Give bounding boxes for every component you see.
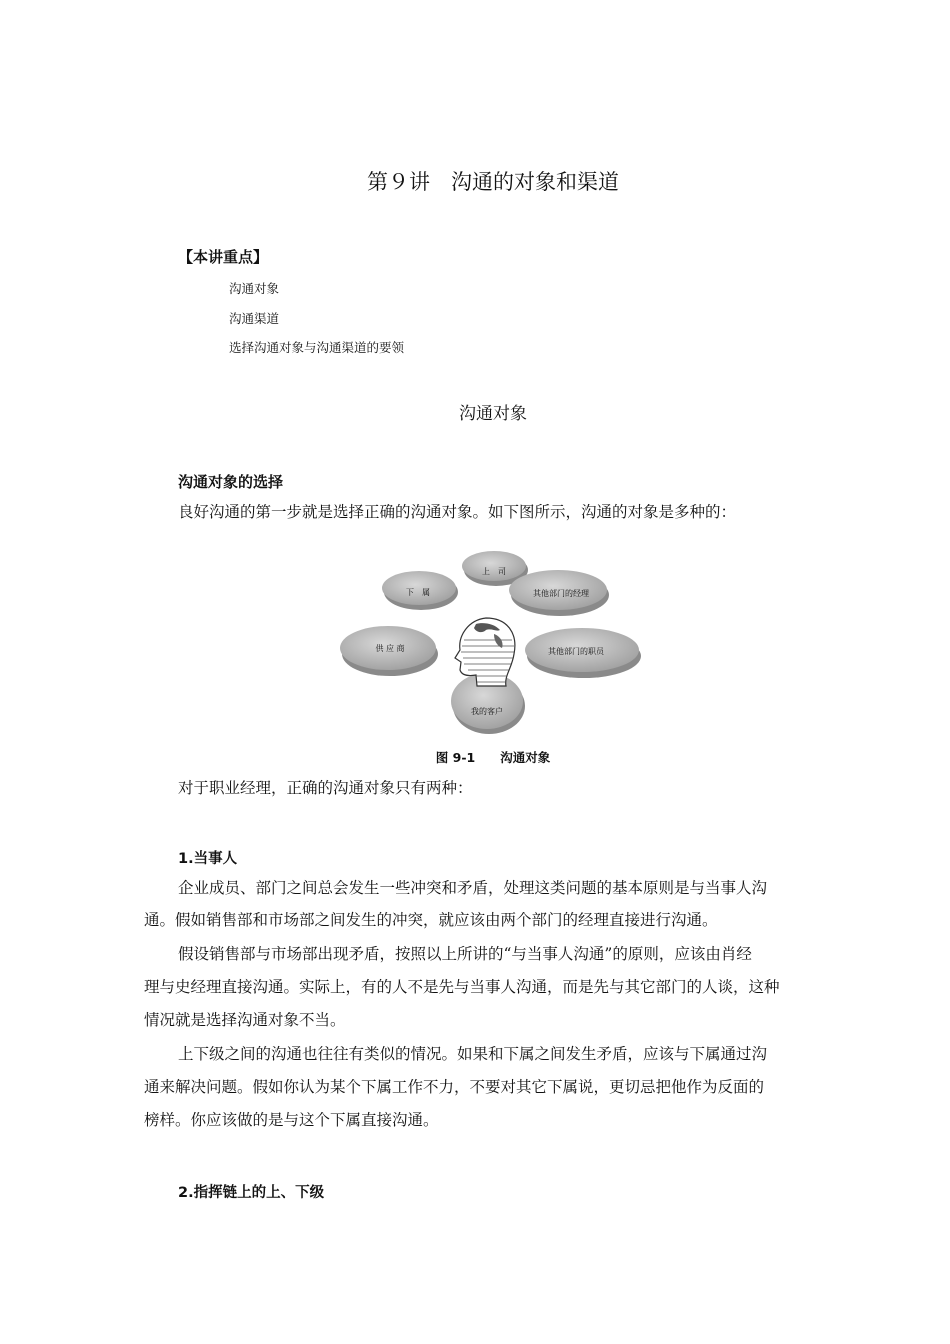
paragraph-line: 通。假如销售部和市场部之间发生的冲突，就应该由两个部门的经理直接进行沟通。 [144, 911, 718, 929]
paragraph-line: 情况就是选择沟通对象不当。 [144, 1011, 346, 1029]
bubble-subordinate [382, 571, 458, 610]
section-title: 沟通对象 [459, 404, 527, 424]
key-point-item: 沟通对象 [229, 281, 280, 296]
point-1-heading: 1.当事人 [178, 851, 238, 867]
label-other-staff: 其他部门的职员 [548, 647, 604, 656]
paragraph-line: 企业成员、部门之间总会发生一些冲突和矛盾，处理这类问题的基本原则是与当事人沟 [178, 879, 768, 897]
head-silhouette-icon [455, 618, 515, 686]
label-customer: 我的客户 [471, 707, 503, 716]
key-point-item: 沟通渠道 [229, 311, 280, 326]
paragraph-line: 理与史经理直接沟通。实际上，有的人不是先与当事人沟通，而是先与其它部门的人谈，这种 [144, 978, 780, 996]
bubble-other-manager [509, 570, 609, 616]
label-supplier: 供 应 商 [375, 644, 405, 653]
label-supervisor: 上 司 [482, 567, 506, 576]
key-point-item: 选择沟通对象与沟通渠道的要领 [229, 340, 405, 355]
point-2-heading: 2.指挥链上的上、下级 [178, 1185, 325, 1201]
intro-paragraph: 良好沟通的第一步就是选择正确的沟通对象。如下图所示，沟通的对象是多种的： [178, 503, 737, 521]
subsection-title: 沟通对象的选择 [178, 473, 284, 491]
paragraph-line: 榜样。你应该做的是与这个下属直接沟通。 [144, 1111, 439, 1129]
page-title: 第９讲 沟通的对象和渠道 [367, 170, 619, 194]
paragraph-line: 上下级之间的沟通也往往有类似的情况。如果和下属之间发生矛盾，应该与下属通过沟 [178, 1045, 768, 1063]
paragraph-line: 通来解决问题。假如你认为某个下属工作不力，不要对其它下属说，更切忌把他作为反面的 [144, 1078, 765, 1096]
figure-caption: 图 9-1 沟通对象 [435, 750, 551, 765]
after-figure-paragraph: 对于职业经理，正确的沟通对象只有两种： [178, 779, 473, 797]
key-points-heading: 【本讲重点】 [178, 248, 269, 266]
bubble-other-staff [525, 628, 641, 678]
bubble-supplier [340, 626, 438, 676]
figure-svg [336, 544, 650, 734]
label-subordinate: 下 属 [406, 588, 430, 597]
communication-targets-figure [336, 544, 650, 734]
paragraph-line: 假设销售部与市场部出现矛盾，按照以上所讲的“与当事人沟通”的原则，应该由肖经 [178, 945, 752, 963]
label-other-manager: 其他部门的经理 [533, 589, 589, 598]
